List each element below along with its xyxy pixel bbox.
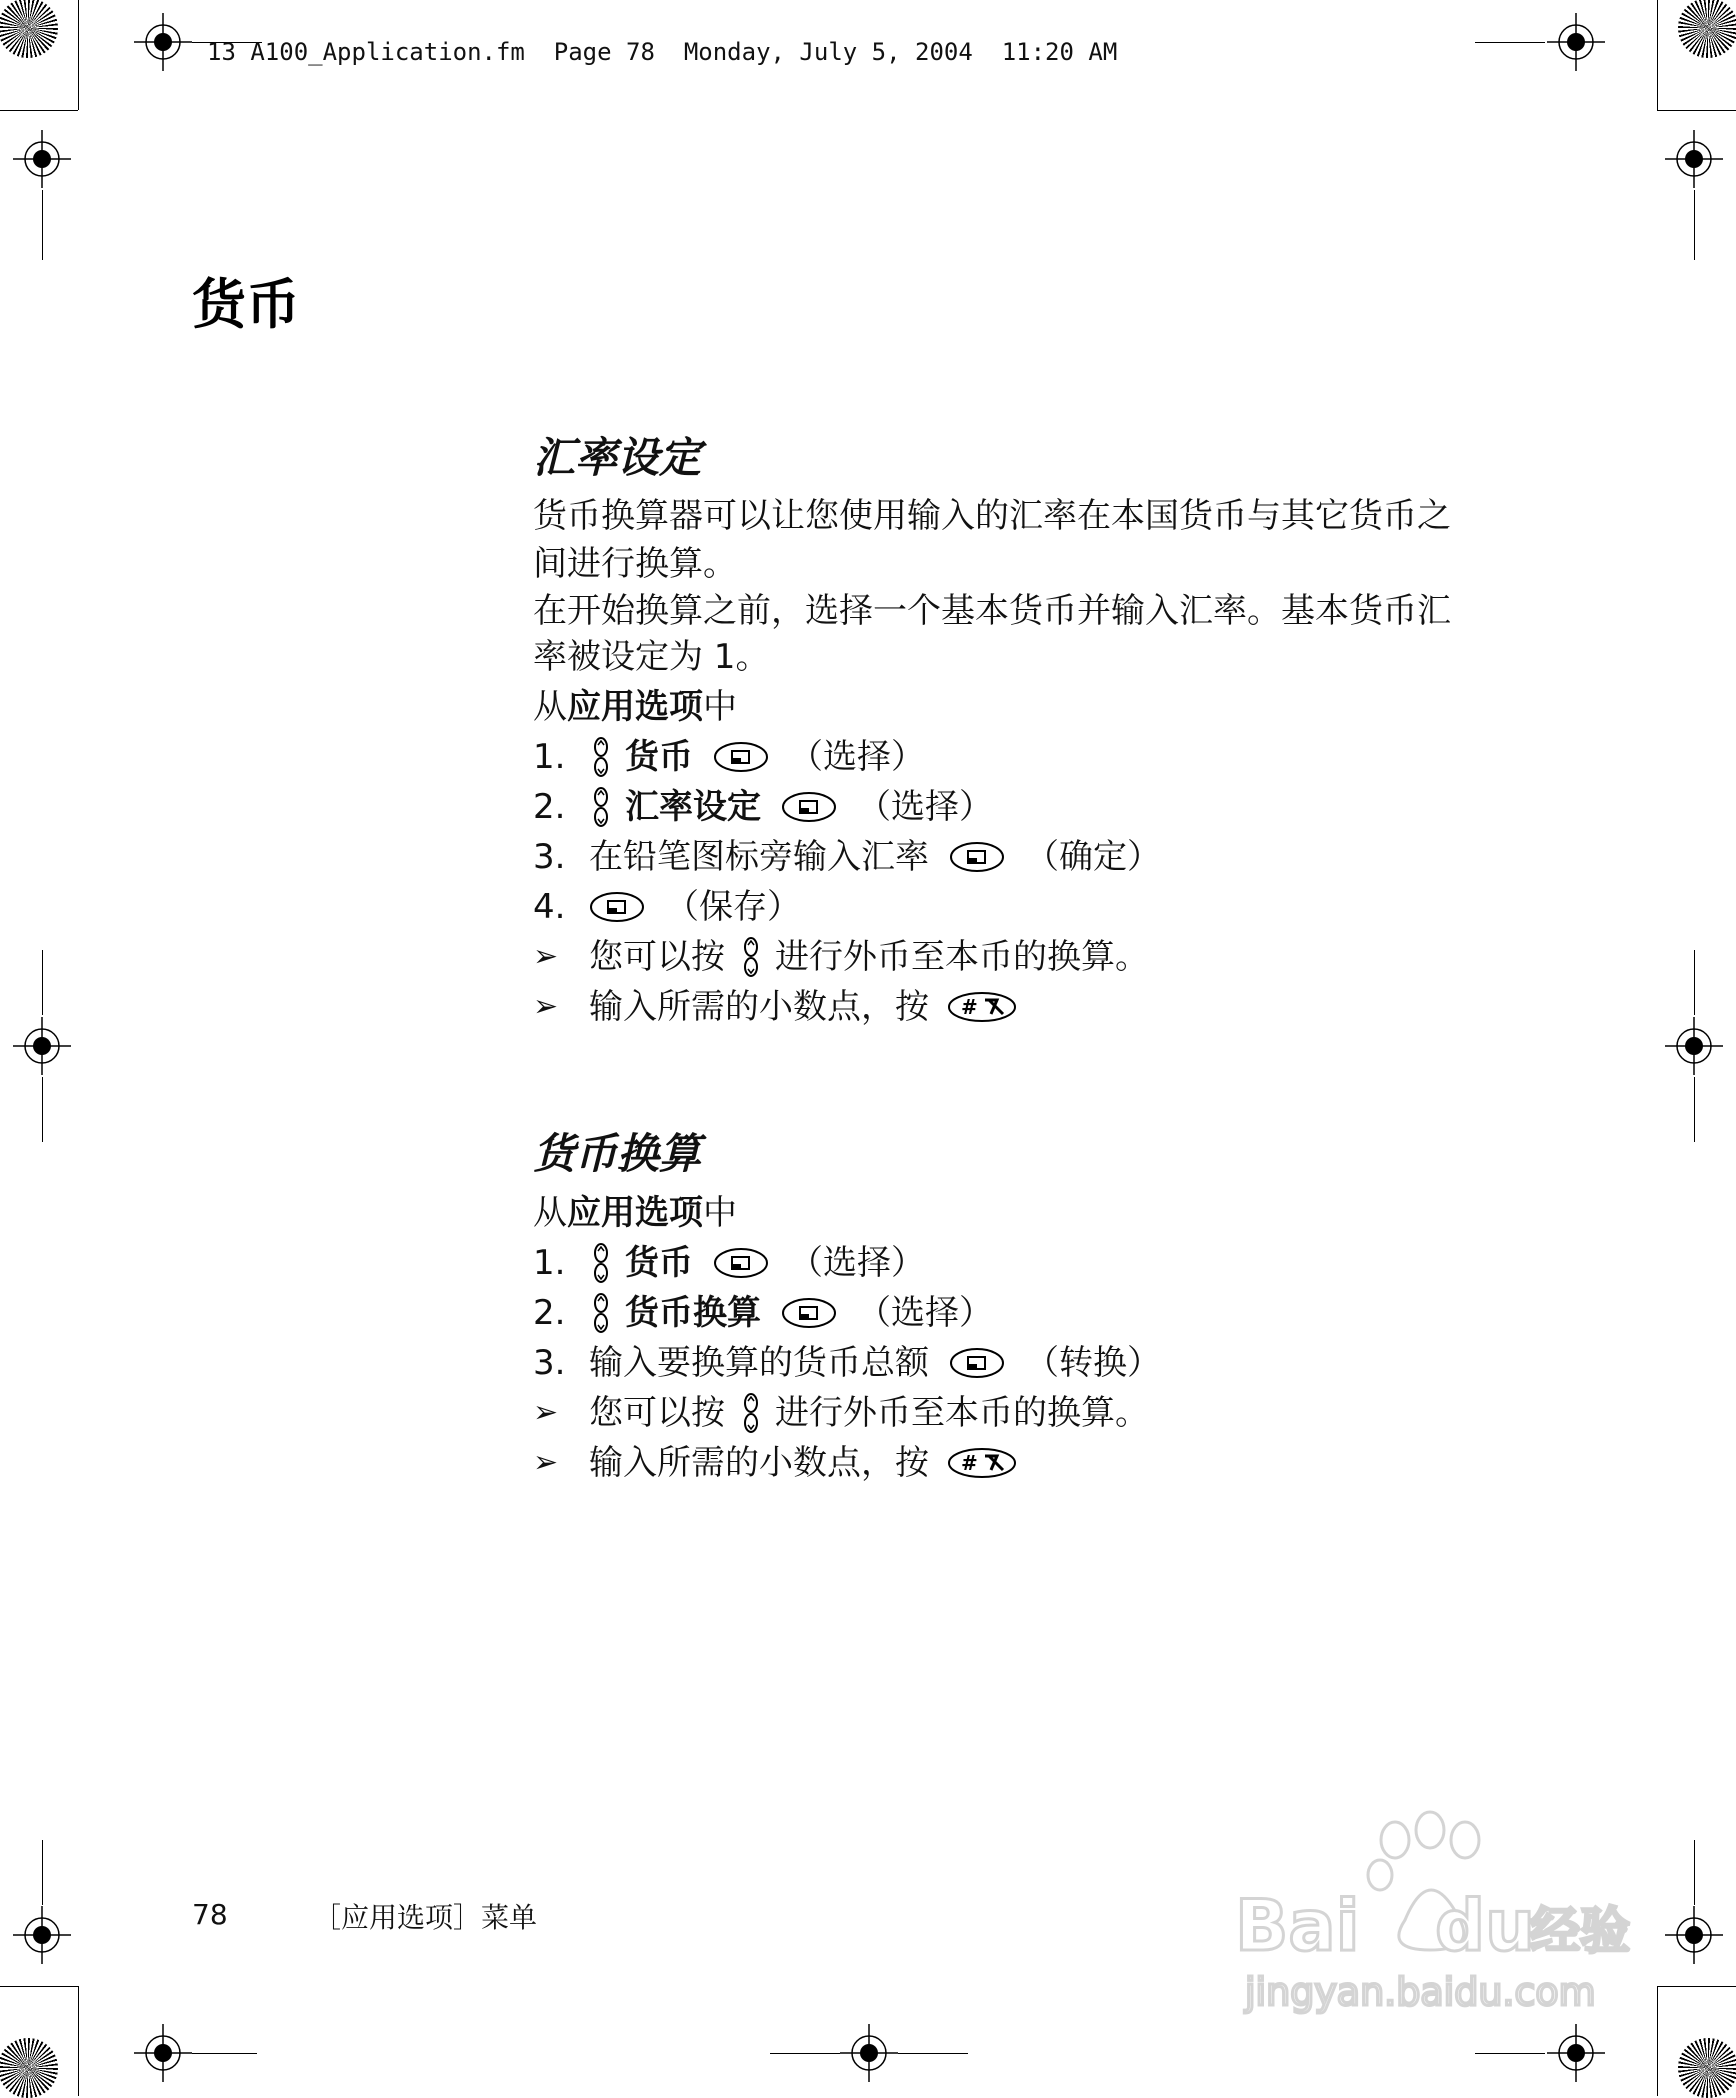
registration-mark: [134, 2024, 192, 2082]
step-action: （选择）: [789, 1243, 925, 1283]
tip-arrow-icon: ➢: [533, 989, 559, 1024]
softkey-icon: [949, 1346, 1005, 1380]
step: [533, 1238, 1473, 1288]
crop-line: [1657, 1986, 1736, 1987]
tip-arrow-icon: ➢: [533, 1395, 559, 1430]
step-action: （选择）: [857, 1293, 993, 1333]
crop-line: [1694, 1077, 1695, 1142]
crop-line: [1657, 110, 1736, 111]
tip-text: 您可以按: [589, 1393, 725, 1433]
softkey-icon: [781, 1296, 837, 1330]
crop-line: [1657, 1986, 1658, 2096]
registration-mark: [13, 130, 71, 188]
step-text: 在铅笔图标旁输入汇率: [589, 837, 929, 877]
file-header: 13 A100_Application.fm Page 78 Monday, July 5, 2004 11:20 AM: [207, 38, 1118, 66]
paragraph: 货币换算器可以让您使用输入的汇率在本国货币与其它货币之间进行换算。: [533, 496, 1451, 584]
tip-text: 进行外币至本币的换算。: [775, 1393, 1149, 1433]
tip-text: 进行外币至本币的换算。: [775, 937, 1149, 977]
footer-chapter-title: ［应用选项］菜单: [313, 1901, 538, 1934]
menu-item-label: 货币: [625, 737, 693, 777]
step-number: 4.: [533, 887, 566, 927]
crop-line: [1657, 0, 1658, 110]
baidu-watermark-logo: [1235, 1800, 1635, 2020]
menu-item-label: 货币: [625, 1243, 693, 1283]
step: [533, 1288, 1473, 1338]
tip: [533, 1388, 1473, 1438]
step-action: （选择）: [789, 737, 925, 777]
step-text: 输入要换算的货币总额: [589, 1343, 929, 1383]
step-number: 3.: [533, 1343, 566, 1383]
softkey-icon: [949, 840, 1005, 874]
tip: [533, 1438, 1473, 1488]
registration-mark: [1665, 130, 1723, 188]
nav-key-icon: [593, 1293, 609, 1333]
svg-text:经验: 经验: [1530, 1902, 1630, 1960]
crop-line: [78, 0, 79, 110]
registration-mark: [840, 2024, 898, 2082]
registration-mark: [1547, 2024, 1605, 2082]
page-number: 78: [192, 1898, 228, 1931]
menu-path-prefix: 从: [533, 687, 567, 727]
svg-text:#: #: [961, 995, 978, 1019]
nav-key-icon: [743, 1393, 759, 1433]
softkey-icon: [781, 790, 837, 824]
manual-content: [533, 428, 1473, 1488]
page-title: 货币: [192, 273, 300, 336]
step: [533, 832, 1473, 882]
step-number: 2.: [533, 1293, 566, 1333]
crop-line: [1475, 2053, 1545, 2054]
tip-arrow-icon: ➢: [533, 1445, 559, 1480]
step: [533, 732, 1473, 782]
step-action: （保存）: [665, 887, 801, 927]
menu-path: [533, 1188, 1473, 1238]
tip: [533, 982, 1473, 1032]
crop-line: [192, 2053, 257, 2054]
crop-line: [770, 2053, 840, 2054]
tip-text: 输入所需的小数点，按: [589, 987, 929, 1027]
step: [533, 882, 1473, 932]
crop-line: [42, 1840, 43, 1905]
crop-line: [0, 1986, 78, 1987]
step-number: 3.: [533, 837, 566, 877]
hash-key-icon: [947, 990, 1017, 1024]
corner-star-bottom-right: [1678, 2038, 1736, 2098]
nav-key-icon: [743, 937, 759, 977]
crop-line: [42, 1077, 43, 1142]
menu-item-label: 汇率设定: [625, 787, 761, 827]
crop-line: [1694, 190, 1695, 260]
section-exchange-rate: [533, 428, 1473, 1032]
crop-line: [1694, 950, 1695, 1015]
softkey-icon: [589, 890, 645, 924]
softkey-icon: [713, 740, 769, 774]
step-action: （选择）: [857, 787, 993, 827]
crop-line: [1475, 42, 1545, 43]
corner-star-bottom-left: [0, 2038, 58, 2098]
nav-key-icon: [593, 737, 609, 777]
svg-text:du: du: [1435, 1885, 1535, 1967]
crop-line: [0, 110, 78, 111]
menu-path-suffix: 中: [703, 1193, 737, 1233]
corner-star-top-left: [0, 0, 58, 58]
step: [533, 782, 1473, 832]
hash-key-icon: [947, 1446, 1017, 1480]
tip: [533, 932, 1473, 982]
registration-mark: [13, 1017, 71, 1075]
registration-mark: [1547, 13, 1605, 71]
step-action: （转换）: [1025, 1343, 1161, 1383]
menu-path-name: 应用选项: [567, 687, 703, 727]
svg-text:Bai: Bai: [1235, 1885, 1360, 1967]
menu-path-prefix: 从: [533, 1193, 567, 1233]
tip-text: 您可以按: [589, 937, 725, 977]
corner-star-top-right: [1678, 0, 1736, 58]
menu-item-label: 货币换算: [625, 1293, 761, 1333]
step-number: 1.: [533, 737, 566, 777]
section-currency-conversion: [533, 1124, 1473, 1488]
section-title: 货币换算: [533, 1129, 702, 1178]
menu-path-name: 应用选项: [567, 1193, 703, 1233]
step-action: （确定）: [1025, 837, 1161, 877]
crop-line: [1694, 1840, 1695, 1905]
section-title: 汇率设定: [533, 433, 702, 482]
step: [533, 1338, 1473, 1388]
registration-mark: [134, 13, 192, 71]
svg-text:jingyan.baidu.com: jingyan.baidu.com: [1245, 1970, 1596, 2014]
crop-line: [42, 190, 43, 260]
tip-text: 输入所需的小数点，按: [589, 1443, 929, 1483]
nav-key-icon: [593, 787, 609, 827]
svg-text:#: #: [961, 1451, 978, 1475]
step-number: 1.: [533, 1243, 566, 1283]
menu-path: [533, 682, 1473, 732]
step-number: 2.: [533, 787, 566, 827]
nav-key-icon: [593, 1243, 609, 1283]
crop-line: [78, 1986, 79, 2096]
paragraph: 在开始换算之前，选择一个基本货币并输入汇率。基本货币汇率被设定为 1。: [533, 591, 1451, 677]
menu-path-suffix: 中: [703, 687, 737, 727]
registration-mark: [1665, 1017, 1723, 1075]
crop-line: [898, 2053, 968, 2054]
registration-mark: [13, 1906, 71, 1964]
registration-mark: [1665, 1906, 1723, 1964]
tip-arrow-icon: ➢: [533, 939, 559, 974]
crop-line: [42, 950, 43, 1015]
softkey-icon: [713, 1246, 769, 1280]
